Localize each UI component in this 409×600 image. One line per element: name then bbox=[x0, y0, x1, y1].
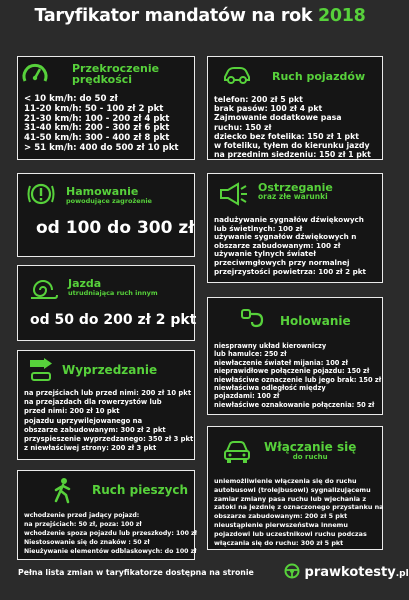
horn-icon bbox=[218, 182, 248, 206]
card-towing bbox=[207, 297, 383, 415]
braking-title: Hamowanie powodujące zagrożenie bbox=[66, 185, 152, 205]
list-item: brak pasów: 100 zł 4 pkt bbox=[214, 104, 323, 114]
list-item: nadużywanie sygnałów dźwiękowych bbox=[214, 215, 364, 224]
pedestrians-list bbox=[24, 511, 197, 556]
list-item: nieprawidłowe połączenie pojazdu: 150 zł bbox=[214, 367, 370, 376]
list-item: wchodzenie przed jadący pojazd: bbox=[24, 512, 140, 519]
list-item: < 10 km/h: do 50 zł bbox=[24, 94, 118, 104]
list-item: niewłaściwe oznakowanie połączenia: 50 zł bbox=[214, 400, 375, 409]
pedestrian-icon bbox=[52, 477, 74, 503]
brand-logo[interactable] bbox=[284, 563, 409, 580]
merging-title: Włączanie się do ruchu bbox=[264, 440, 357, 461]
list-item: przeciwmgłowych przy normalnej bbox=[214, 257, 350, 267]
list-item: przyspieszenie wyprzedzanego: 350 zł 3 pkt bbox=[24, 435, 194, 444]
list-item: niewłaczenie świateł mijania: 100 zł bbox=[214, 358, 348, 367]
list-item: używanie sygnałów dźwiękowych n bbox=[214, 232, 357, 242]
list-item: 21-30 km/h: 100 - 200 zł 4 pkt bbox=[24, 113, 170, 124]
title-year: 2018 bbox=[318, 6, 366, 26]
list-item: pojazdu uprzywilejowanego na bbox=[24, 416, 143, 425]
list-item: lub hamulce: 250 zł bbox=[214, 350, 287, 359]
list-item: ruchu: 150 zł bbox=[214, 122, 272, 132]
list-item: obszarze zabudowanym: 100 zł bbox=[214, 240, 341, 250]
brand-name: prawkotesty bbox=[304, 565, 396, 580]
warnings-title: Ostrzeganie oraz złe warunki bbox=[258, 181, 333, 201]
speedometer-icon bbox=[22, 61, 48, 87]
snail-icon bbox=[28, 274, 58, 302]
list-item: na przejściach: 50 zł, poza: 100 zł bbox=[24, 521, 142, 528]
list-item: nieustąpienie pierwszeństwa innemu bbox=[214, 520, 348, 529]
list-item: lub świetlnych: 100 zł bbox=[214, 223, 303, 233]
list-item: z niewłaściwej strony: 200 zł 3 pkt bbox=[24, 444, 157, 453]
traffic-list bbox=[214, 95, 371, 159]
list-item: Niestosowanie się do znaków : 50 zł bbox=[24, 539, 150, 546]
car-front-icon bbox=[222, 439, 252, 465]
list-item: przejrzystości powietrza: 100 zł 2 pkt bbox=[214, 266, 366, 276]
card-traffic bbox=[207, 56, 383, 160]
list-item: pojazdowi lub uczestnikowi ruchu podczas bbox=[214, 529, 367, 538]
merging-list bbox=[214, 477, 383, 547]
list-item: zatoki na jezdnię z oznaczonego przystanku na bbox=[214, 503, 384, 512]
warnings-list bbox=[214, 216, 366, 276]
list-item: 31-40 km/h: 200 - 300 zł 6 pkt bbox=[24, 123, 170, 134]
list-item: Zajmowanie dodatkowe pasa bbox=[214, 113, 342, 123]
overtaking-title: Wyprzedzanie bbox=[62, 363, 158, 377]
pedestrians-title: Ruch pieszych bbox=[92, 483, 189, 497]
towing-title: Holowanie bbox=[280, 314, 351, 328]
braking-amount: od 100 do 300 zł bbox=[36, 218, 195, 238]
list-item: używanie tylnych świateł bbox=[214, 249, 316, 259]
page-title: Taryfikator mandatów na rok 2018 bbox=[34, 6, 366, 26]
driving-amount: od 50 do 200 zł 2 pkt bbox=[30, 312, 197, 328]
list-item: dziecko bez fotelika: 150 zł 1 pkt bbox=[214, 131, 360, 141]
list-item: zamiar zmiany pasa ruchu lub wjechania z bbox=[214, 494, 367, 503]
list-item: obszarze zabudowanym: 300 zł 2 pkt bbox=[24, 425, 166, 434]
list-item: Nieużywanie elementów odblaskowych: do 100 zł bbox=[24, 548, 197, 555]
traffic-title: Ruch pojazdów bbox=[272, 70, 366, 83]
list-item: niesprawny układ kierowniczy bbox=[214, 342, 327, 350]
card-overtaking bbox=[17, 350, 195, 460]
list-item: 11-20 km/h: 50 - 100 zł 2 pkt bbox=[24, 103, 164, 114]
brake-warning-icon bbox=[26, 180, 56, 208]
list-item: przed nimi: 200 zł 10 pkt bbox=[24, 407, 120, 416]
list-item: > 51 km/h: 400 do 500 zł 10 pkt bbox=[24, 142, 179, 153]
list-item: 41-50 km/h: 300 - 400 zł 8 pkt bbox=[24, 133, 170, 144]
list-item: wchodzenie spoza pojazdu lub przeszkody: 100 zł bbox=[24, 530, 197, 537]
overtaking-list bbox=[24, 389, 193, 453]
list-item: telefon: 200 zł 5 pkt bbox=[214, 95, 303, 104]
steering-wheel-icon bbox=[284, 563, 300, 579]
card-merging bbox=[207, 426, 383, 550]
card-speed bbox=[17, 56, 195, 160]
driving-title: Jazda utrudniająca ruch innym bbox=[68, 277, 158, 297]
tow-hook-icon bbox=[240, 306, 266, 332]
card-braking bbox=[17, 173, 195, 257]
list-item: obszarze zabudowanym: 200 zł 5 pkt bbox=[214, 512, 348, 521]
list-item: na przejściach lub przed nimi: 200 zł 10 pkt bbox=[24, 389, 192, 397]
brand-tld: .pl bbox=[395, 569, 409, 579]
list-item: niewłaściwa odległość między bbox=[214, 384, 326, 393]
card-warnings bbox=[207, 173, 383, 283]
car-icon bbox=[222, 63, 252, 85]
list-item: niewłaściwe oznaczenie lub jego brak: 150 zł bbox=[214, 375, 382, 384]
speed-list bbox=[24, 95, 179, 154]
list-item: autobusowi (trolejbusowi) sygnalizującemu bbox=[214, 485, 371, 494]
overtaking-icon bbox=[28, 357, 54, 383]
list-item: na przednim siedzeniu: 150 zł 1 pkt bbox=[214, 150, 371, 160]
list-item: w foteliku, tyłem do kierunku jazdy bbox=[214, 141, 370, 151]
list-item: na przejazdach dla rowerzystów lub bbox=[24, 398, 162, 407]
towing-list bbox=[214, 342, 381, 409]
list-item: pojazdami: 100 zł bbox=[214, 392, 280, 401]
speed-title: Przekroczenie prędkości bbox=[72, 62, 160, 86]
card-pedestrians bbox=[17, 470, 195, 560]
list-item: włączania się do ruchu: 300 zł 5 pkt bbox=[214, 538, 344, 547]
card-driving bbox=[17, 265, 195, 341]
list-item: uniemożliwienie włączenia się do ruchu bbox=[214, 477, 357, 485]
footer-text: Pełna lista zmian w taryfikatorze dostępna na stronie bbox=[18, 568, 254, 577]
